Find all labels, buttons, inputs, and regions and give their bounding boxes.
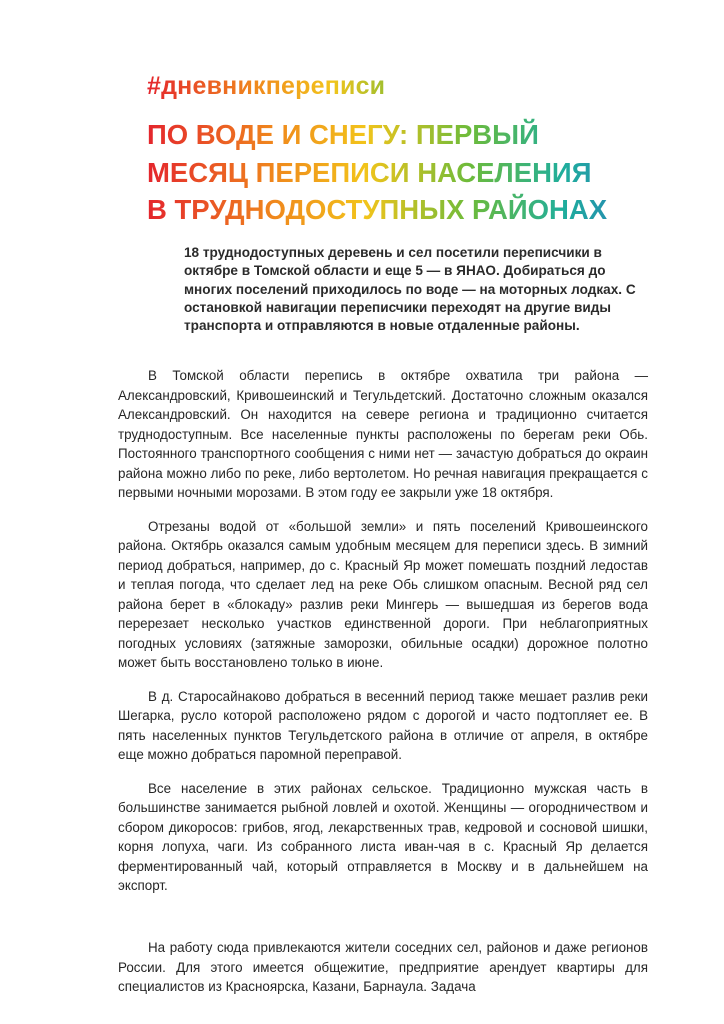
body-paragraph: В д. Старосайнаково добраться в весенний период также мешает разлив реки Шегарка, русло которой расположено рядом с дорогой и часто подтопляет ее. В пять населенных пунктов Тегульдетского района в отличие от апреля, в октябре еще можно добраться паромной переправой. bbox=[118, 688, 648, 762]
body-paragraph: На работу сюда привлекаются жители соседних сел, районов и даже регионов России. Для этого имеется общежитие, предприятие арендует квартиры для специалистов из Красноярска, Казани, Барнаула. Задача bbox=[118, 940, 648, 994]
body-paragraph: Отрезаны водой от «большой земли» и пять поселений Кривошеинского района. Октябрь оказался самым удобным месяцем для переписи здесь. В зимний период добраться, например, до с. Красный Яр может помешать поздний ледостав и теплая погода, что сделает лед на реке Обь слишком опасным. Весной ряд сел района берет в «блокаду» разлив реки Мингерь — вышедшая из берегов вода перерезает несколько участков единственной дороги. При неблагоприятных погодных условиях (затяжные заморозки, обильные осадки) дорожное полотно может быть восстановлено только в июне. bbox=[118, 518, 648, 670]
headline bbox=[147, 116, 667, 229]
lead-paragraph: 18 труднодоступных деревень и сел посетили переписчики в октябре в Томской области и еще 5 — в ЯНАО. Добираться до многих поселений приходилось по воде — на моторных лодках. С остановкой навигации переписчики переходят на другие виды транспорта и отправляются в новые отдаленные районы. bbox=[184, 245, 636, 334]
article-body bbox=[118, 366, 648, 910]
body-paragraph: В Томской области перепись в октябре охватила три района — Александровский, Кривошеинский и Тегульдетский. Достаточно сложным оказался Александровский. Он находится на севере региона и традиционно считается труднодоступным. Все населенные пункты расположены по берегам реки Обь. Постоянного транспортного сообщения с ними нет — зачастую добраться до окраин района можно либо по реке, либо вертолетом. Но речная навигация прекращается с первыми ночными морозами. В этом году ее закрыли уже 18 октября. bbox=[118, 368, 648, 500]
body-paragraph: Все население в этих районах сельское. Традиционно мужская часть в большинстве занимается рыбной ловлей и охотой. Женщины — огородничеством и сбором дикоросов: грибов, ягод, лекарственных трав, кедровой и сосновой шишки, корня лопуха, чаги. Из собранного листа иван-чая в с. Красный Яр делается ферментированный чай, который отправляется в Москву и в дальнейшем на экспорт. bbox=[118, 780, 648, 893]
article-body-continued bbox=[118, 938, 648, 1011]
hashtag: #дневникпереписи bbox=[147, 68, 587, 104]
headline-line: ПО ВОДЕ И СНЕГУ: ПЕРВЫЙ bbox=[147, 119, 539, 150]
headline-line: В ТРУДНОДОСТУПНЫХ РАЙОНАХ bbox=[147, 194, 608, 225]
headline-line: МЕСЯЦ ПЕРЕПИСИ НАСЕЛЕНИЯ bbox=[147, 156, 592, 188]
